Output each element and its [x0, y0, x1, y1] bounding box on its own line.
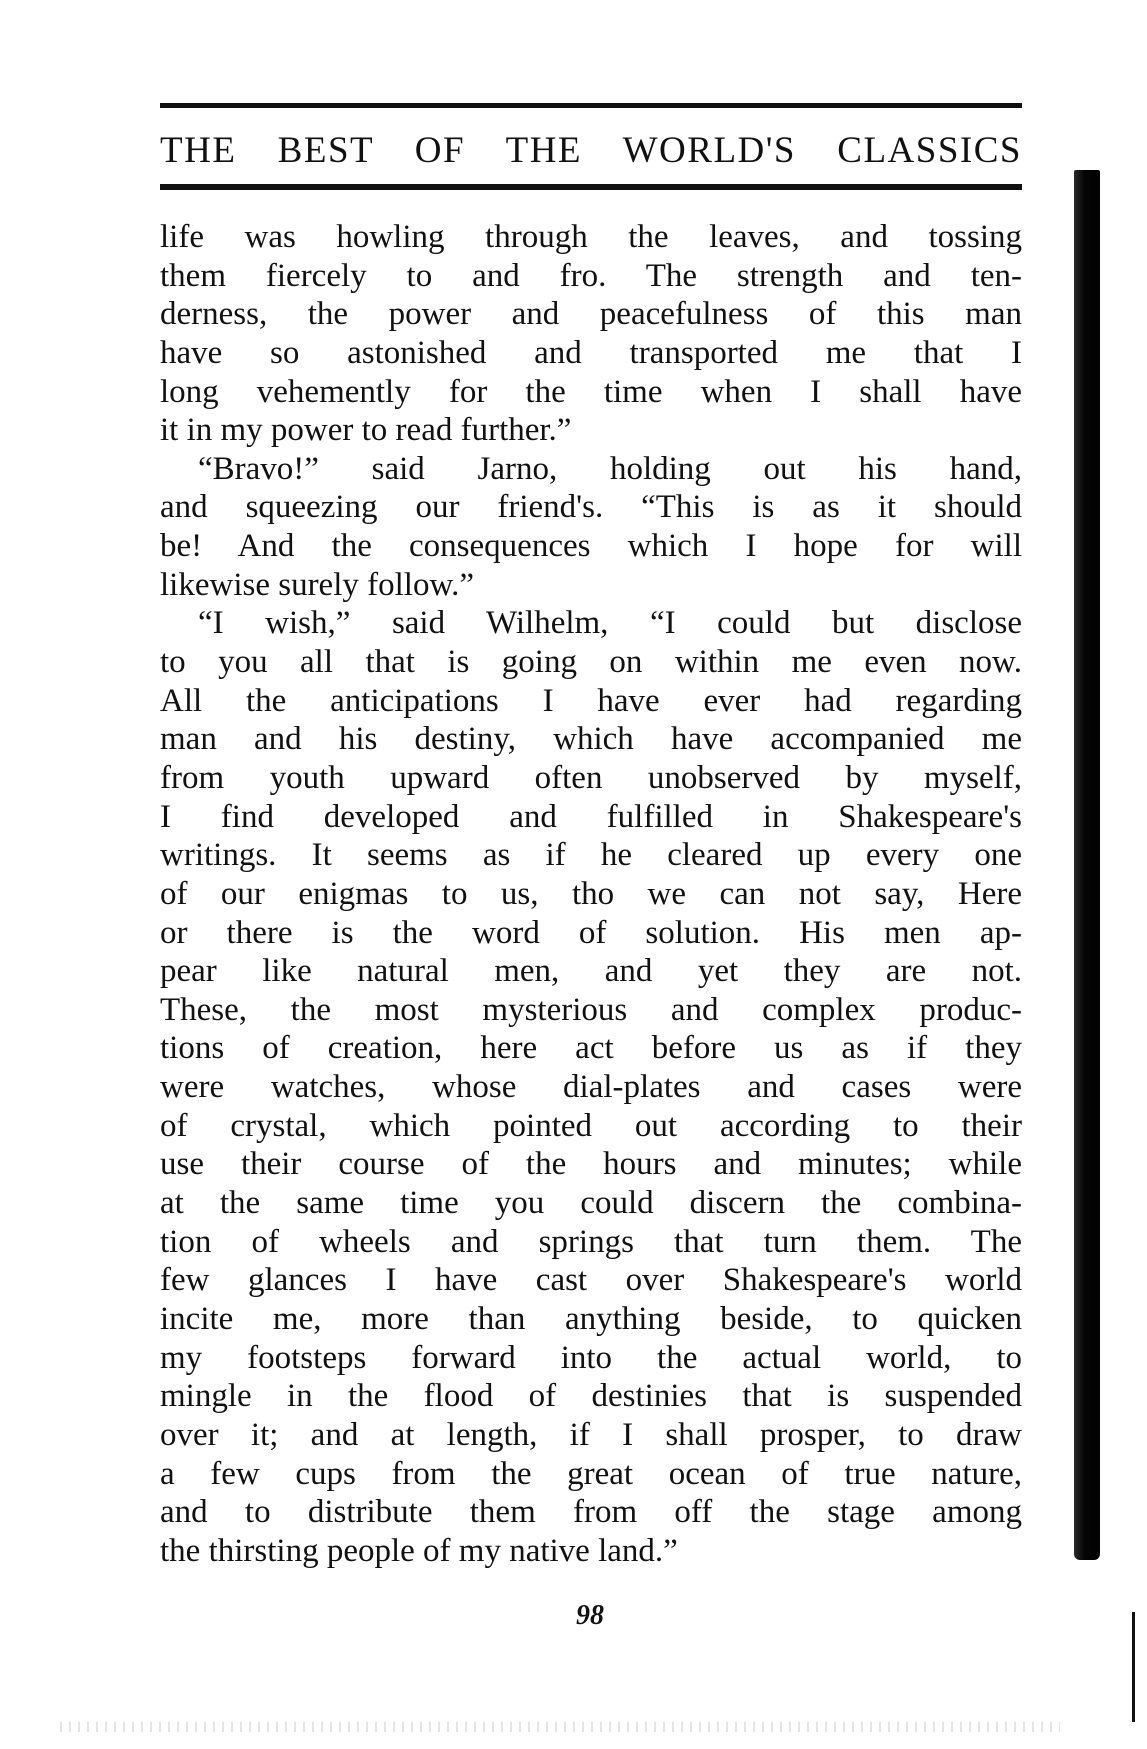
text-line: “I wish,” said Wilhelm, “I could but disclose — [198, 605, 1022, 642]
text-line: to you all that is going on within me even now. — [160, 644, 1022, 681]
binding-edge-mark — [1132, 1612, 1135, 1722]
text-line: it in my power to read further.” — [160, 412, 572, 449]
text-line: over it; and at length, if I shall prosper, to draw — [160, 1416, 1022, 1453]
text-line: tions of creation, here act before us as if they — [160, 1030, 1022, 1067]
text-line: my footsteps forward into the actual world, to — [160, 1339, 1022, 1376]
running-head: THE BEST OF THE WORLD'S CLASSICS — [160, 130, 1022, 171]
text-line: man and his destiny, which have accompanied me — [160, 721, 1022, 758]
text-line: of our enigmas to us, tho we can not say, Here — [160, 875, 1022, 912]
text-line: and to distribute them from off the stage among — [160, 1494, 1022, 1531]
text-line: “Bravo!” said Jarno, holding out his hand, — [198, 450, 1022, 487]
header-top-rule — [160, 103, 1022, 108]
binding-edge-shadow — [1074, 170, 1100, 1560]
text-line: derness, the power and peacefulness of this man — [160, 296, 1022, 333]
text-line: a few cups from the great ocean of true nature, — [160, 1455, 1022, 1492]
scan-specks — [60, 1722, 1060, 1732]
text-line: incite me, more than anything beside, to quicken — [160, 1300, 1022, 1337]
header-bottom-rule — [160, 184, 1022, 190]
text-line: use their course of the hours and minutes; while — [160, 1146, 1022, 1183]
text-line: and squeezing our friend's. “This is as it should — [160, 489, 1022, 526]
text-line: long vehemently for the time when I shall have — [160, 373, 1022, 410]
text-line: from youth upward often unobserved by myself, — [160, 759, 1022, 796]
text-line: life was howling through the leaves, and tossing — [160, 219, 1022, 255]
text-line: of crystal, which pointed out according to their — [160, 1107, 1022, 1144]
text-line: the thirsting people of my native land.” — [160, 1532, 678, 1569]
text-line: them fiercely to and fro. The strength and ten- — [160, 257, 1022, 294]
text-line: mingle in the flood of destinies that is suspended — [160, 1378, 1022, 1415]
text-line: I find developed and fulfilled in Shakespeare's — [160, 798, 1022, 835]
text-line: be! And the consequences which I hope for will — [160, 528, 1022, 565]
page-number: 98 — [576, 1600, 604, 1631]
text-line: or there is the word of solution. His men ap- — [160, 914, 1022, 951]
text-line: were watches, whose dial-plates and cases were — [160, 1069, 1022, 1106]
text-line: few glances I have cast over Shakespeare's world — [160, 1262, 1022, 1299]
text-line: have so astonished and transported me that I — [160, 334, 1022, 371]
text-line: All the anticipations I have ever had regarding — [160, 682, 1022, 719]
text-line: at the same time you could discern the combina- — [160, 1185, 1022, 1222]
text-line: likewise surely follow.” — [160, 566, 475, 603]
text-line: writings. It seems as if he cleared up every one — [160, 837, 1022, 874]
body-text — [160, 218, 1022, 1570]
text-line: These, the most mysterious and complex produc- — [160, 991, 1022, 1028]
text-line: pear like natural men, and yet they are not. — [160, 953, 1022, 990]
text-line: tion of wheels and springs that turn them. The — [160, 1223, 1022, 1260]
